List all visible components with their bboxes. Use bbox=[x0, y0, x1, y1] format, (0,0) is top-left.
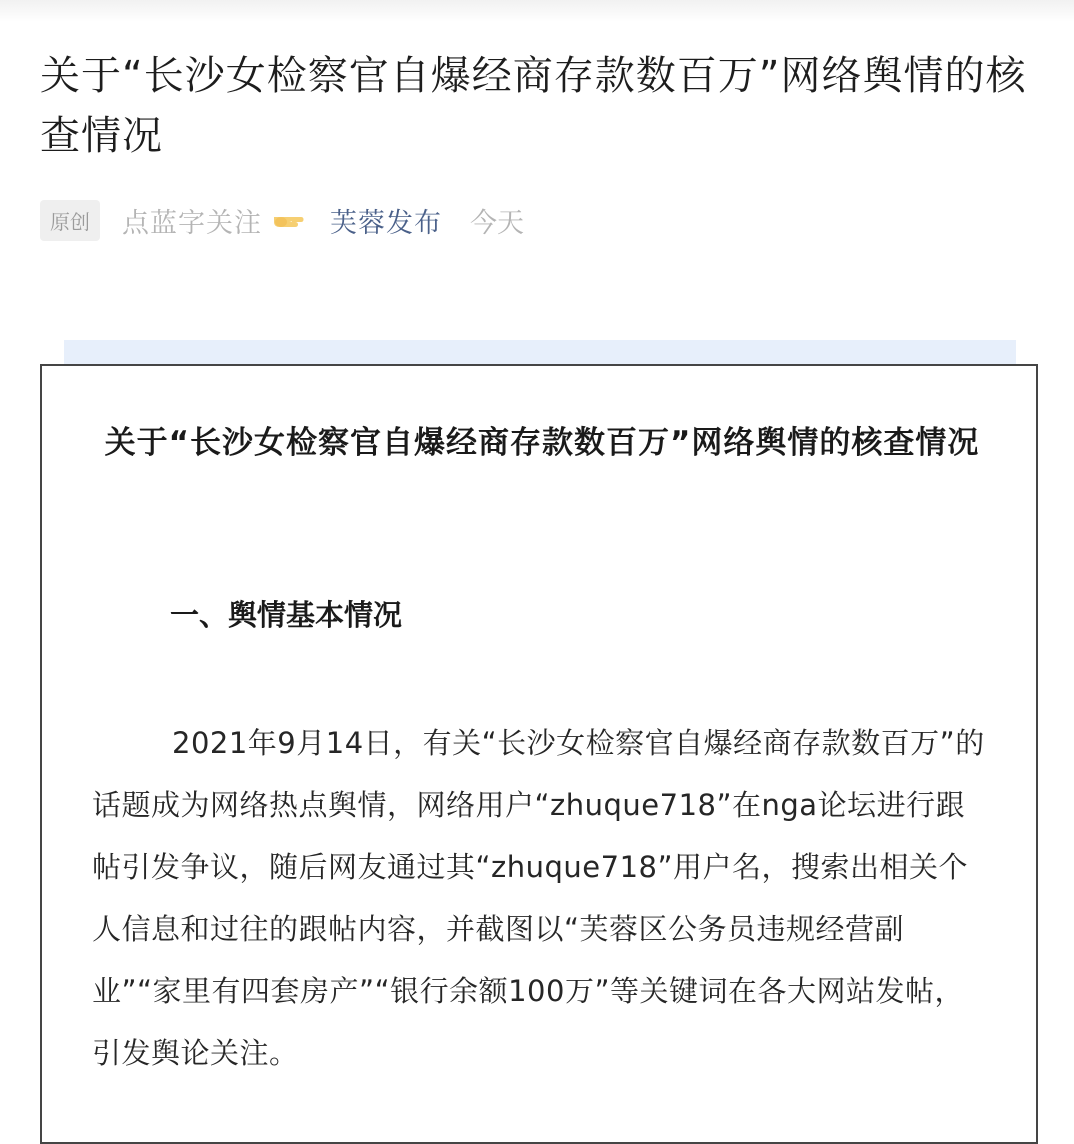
section-heading: 一、舆情基本情况 bbox=[170, 598, 403, 632]
top-fade bbox=[0, 0, 1074, 22]
body-paragraph: 2021年9月14日，有关“长沙女检察官自爆经商存款数百万”的话题成为网络热点舆情，网络用户“zhuque718”在nga论坛进行跟帖引发争议，随后网友通过其“zhuque718”用户名，搜索出相关个人信息和过往的跟帖内容，并截图以“芙蓉区公务员违规经营副业”“家里有四套房产”“银行余额100万”等关键词在各大网站发帖，引发舆论关注。 bbox=[92, 726, 985, 1070]
document-title: 关于“长沙女检察官自爆经商存款数百万”网络舆情的核查情况 bbox=[104, 425, 980, 461]
account-name-link[interactable]: 芙蓉发布 bbox=[330, 207, 442, 239]
article-title: 关于“长沙女检察官自爆经商存款数百万”网络舆情的核查情况 bbox=[40, 53, 1027, 159]
article-meta bbox=[40, 198, 524, 242]
document-image-top-band bbox=[64, 340, 1016, 364]
follow-prompt: 点蓝字关注 bbox=[122, 207, 262, 239]
document-image bbox=[40, 364, 1038, 1144]
publish-date: 今天 bbox=[470, 207, 524, 239]
original-badge: 原创 bbox=[40, 200, 100, 241]
pointing-hand-icon bbox=[270, 208, 306, 232]
